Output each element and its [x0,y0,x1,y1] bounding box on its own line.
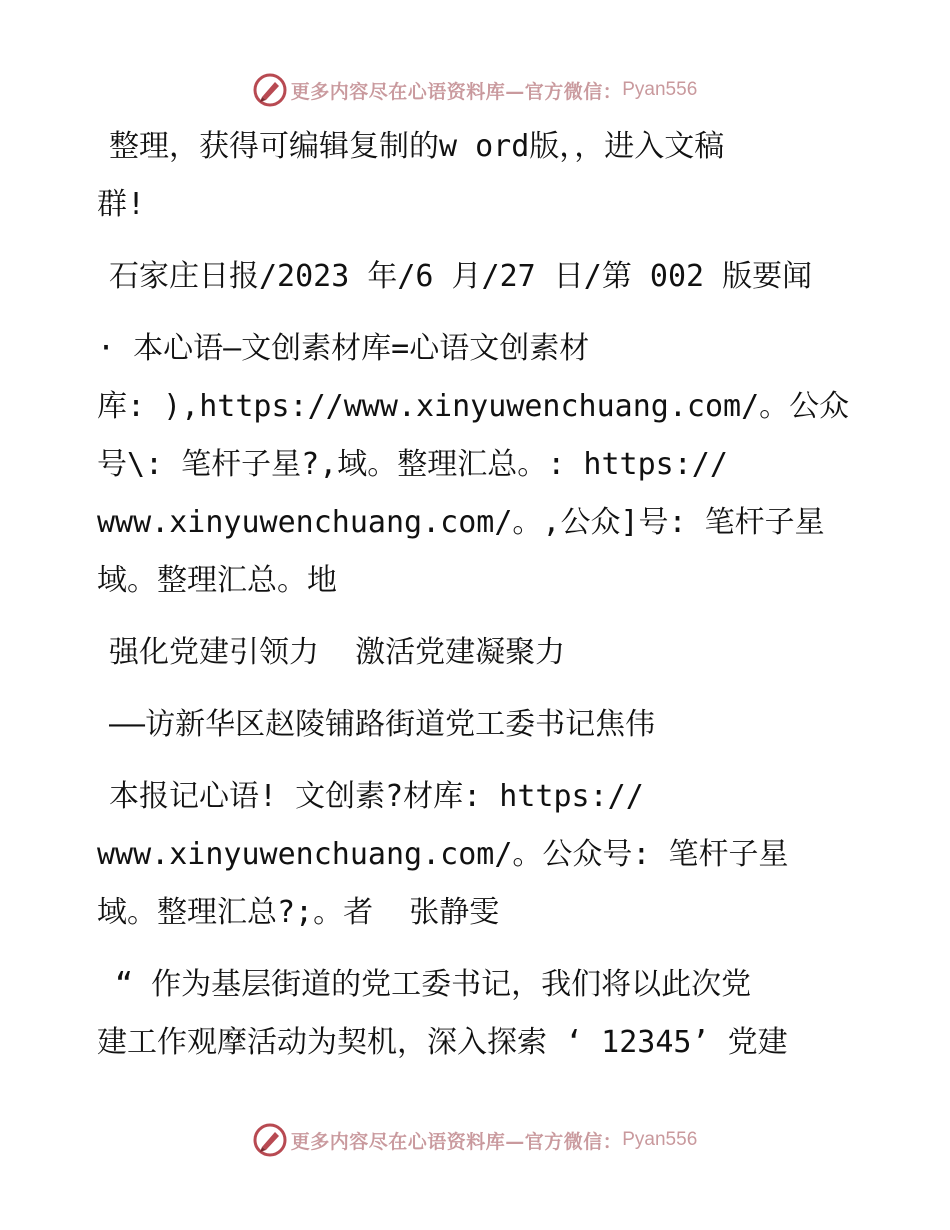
paragraph-quote [97,956,857,1072]
header-banner-contact: Pyan556 [622,79,698,100]
header-banner-text: 更多内容尽在心语资料库—官方微信： [290,80,623,103]
text-line: www.xinyuwenchuang.com/。公众号: 笔杆子星 [97,837,789,872]
footer-banner [0,1120,950,1160]
paragraph-source [97,248,857,306]
text-line: www.xinyuwenchuang.com/。,公众]号: 笔杆子星 [97,505,825,540]
article-title [97,624,857,682]
header-banner [0,70,950,110]
footer-banner-contact: Pyan556 [622,1129,698,1150]
text-line: 本报记心语! 文创素?材库: https:// [109,779,644,814]
footer-banner-text: 更多内容尽在心语资料库—官方微信： [290,1130,623,1153]
text-line: 域。整理汇总?;。者 张静雯 [97,895,500,930]
text-line: “ 作为基层街道的党工委书记，我们将以此次党 [97,967,752,1002]
paragraph-notice [97,320,857,610]
text-line: · 本心语—文创素材库=心语文创素材 [97,331,590,366]
paragraph-byline [97,768,857,942]
article-subtitle [97,696,857,754]
paragraph-intro [97,118,857,234]
text-line: 群! [97,187,146,222]
text-line: 域。整理汇总。地 [97,563,337,598]
text-line: 整理，获得可编辑复制的w ord版，，进入文稿 [109,129,725,164]
text-line: 库: ),https://www.xinyuwenchuang.com/。公众 [97,389,850,424]
text-line: ——访新华区赵陵铺路街道党工委书记焦伟 [109,707,656,742]
article-body [97,118,857,1086]
pen-logo-icon [253,73,287,107]
pen-logo-icon [253,1123,287,1157]
text-line: 号\: 笔杆子星?,域。整理汇总。: https:// [97,447,728,482]
text-line: 强化党建引领力 激活党建凝聚力 [109,635,566,670]
text-line: 石家庄日报/2023 年/6 月/27 日/第 002 版要闻 [109,259,813,294]
text-line: 建工作观摩活动为契机，深入探索 ‘ 12345’ 党建 [97,1025,788,1060]
